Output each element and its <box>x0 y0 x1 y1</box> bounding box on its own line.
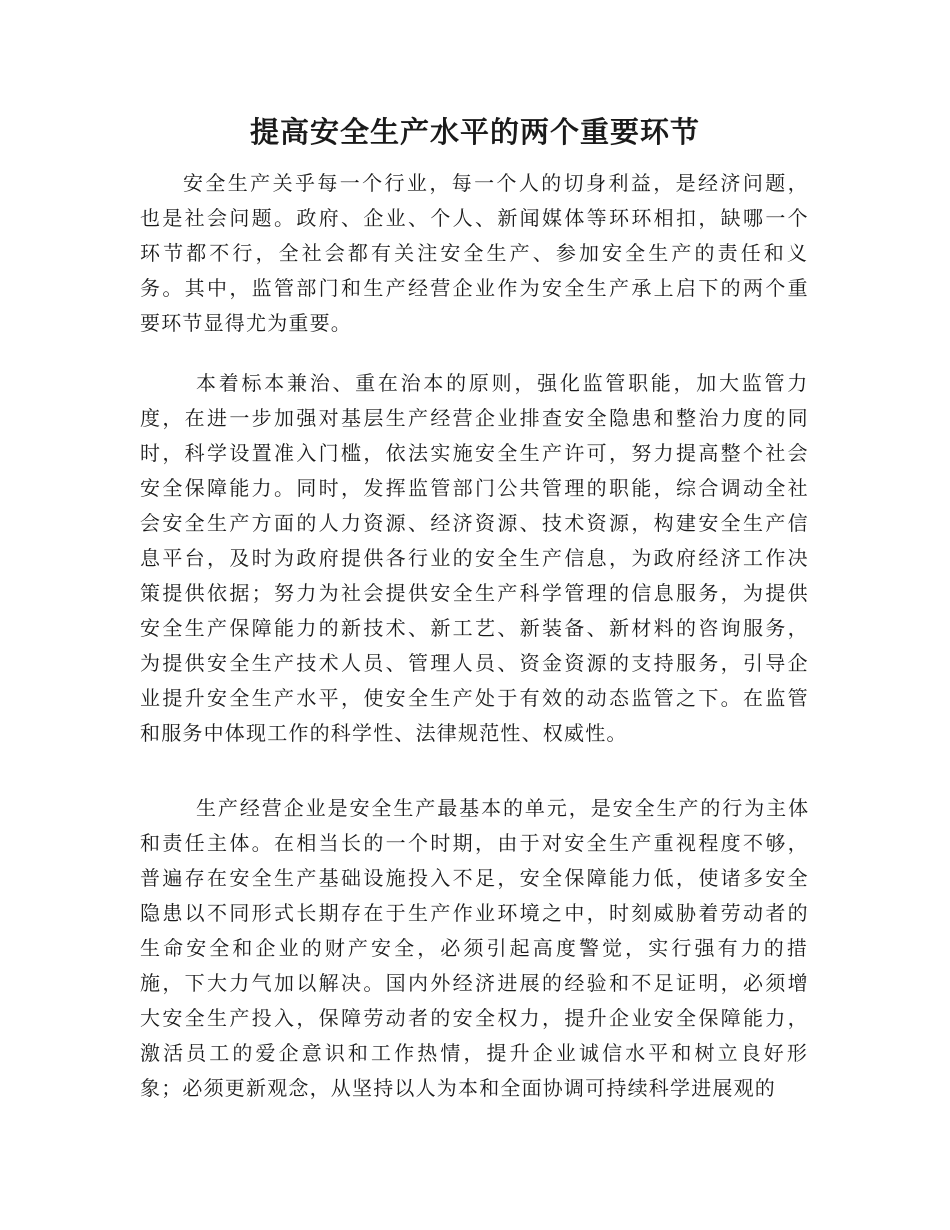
paragraph-line: 安全生产关乎每一个行业，每一个人的切身利益，是经济问题， <box>183 171 810 195</box>
paragraph-line: 息平台，及时为政府提供各行业的安全生产信息，为政府经济工作决 <box>140 546 810 570</box>
paragraph-line: 会安全生产方面的人力资源、经济资源、技术资源，构建安全生产信 <box>140 511 810 535</box>
paragraph-line: 本着标本兼治、重在治本的原则，强化监管职能，加大监管力 <box>196 371 810 395</box>
paragraph-line: 度，在进一步加强对基层生产经营企业排查安全隐患和整治力度的同 <box>140 406 810 430</box>
paragraph-line: 安全生产保障能力的新技术、新工艺、新装备、新材料的咨询服务， <box>140 616 810 640</box>
paragraph-line: 生产经营企业是安全生产最基本的单元，是安全生产的行为主体 <box>196 796 810 820</box>
paragraph-line: 要环节显得尤为重要。 <box>140 311 352 335</box>
paragraph-line: 业提升安全生产水平，使安全生产处于有效的动态监管之下。在监管 <box>140 686 810 710</box>
paragraph-line: 策提供依据；努力为社会提供安全生产科学管理的信息服务，为提供 <box>140 581 810 605</box>
paragraph-line: 为提供安全生产技术人员、管理人员、资金资源的支持服务，引导企 <box>140 651 810 675</box>
paragraph-line: 和服务中体现工作的科学性、法律规范性、权威性。 <box>140 721 628 745</box>
paragraph-line: 生命安全和企业的财产安全，必须引起高度警觉，实行强有力的措 <box>140 936 810 960</box>
paragraph-line: 激活员工的爱企意识和工作热情，提升企业诚信水平和树立良好形 <box>140 1041 810 1065</box>
paragraph-line: 象；必须更新观念，从坚持以人为本和全面协调可持续科学进展观的 <box>140 1076 776 1100</box>
paragraph-line: 施，下大力气加以解决。国内外经济进展的经验和不足证明，必须增 <box>140 971 810 995</box>
paragraph-line: 也是社会问题。政府、企业、个人、新闻媒体等环环相扣，缺哪一个 <box>140 206 810 230</box>
paragraph-line: 大安全生产投入，保障劳动者的安全权力，提升企业安全保障能力， <box>140 1006 810 1030</box>
paragraph-line: 隐患以不同形式长期存在于生产作业环境之中，时刻威胁着劳动者的 <box>140 901 810 925</box>
paragraph-line: 时，科学设置准入门槛，依法实施安全生产许可，努力提高整个社会 <box>140 441 810 465</box>
paragraph-line: 和责任主体。在相当长的一个时期，由于对安全生产重视程度不够， <box>140 831 810 855</box>
document-title: 提高安全生产水平的两个重要环节 <box>249 115 700 149</box>
paragraph-line: 安全保障能力。同时，发挥监管部门公共管理的职能，综合调动全社 <box>140 476 810 500</box>
paragraph-line: 环节都不行，全社会都有关注安全生产、参加安全生产的责任和义 <box>140 241 810 265</box>
paragraph-line: 务。其中，监管部门和生产经营企业作为安全生产承上启下的两个重 <box>140 276 810 300</box>
paragraph-line: 普遍存在安全生产基础设施投入不足，安全保障能力低，使诸多安全 <box>140 866 810 890</box>
